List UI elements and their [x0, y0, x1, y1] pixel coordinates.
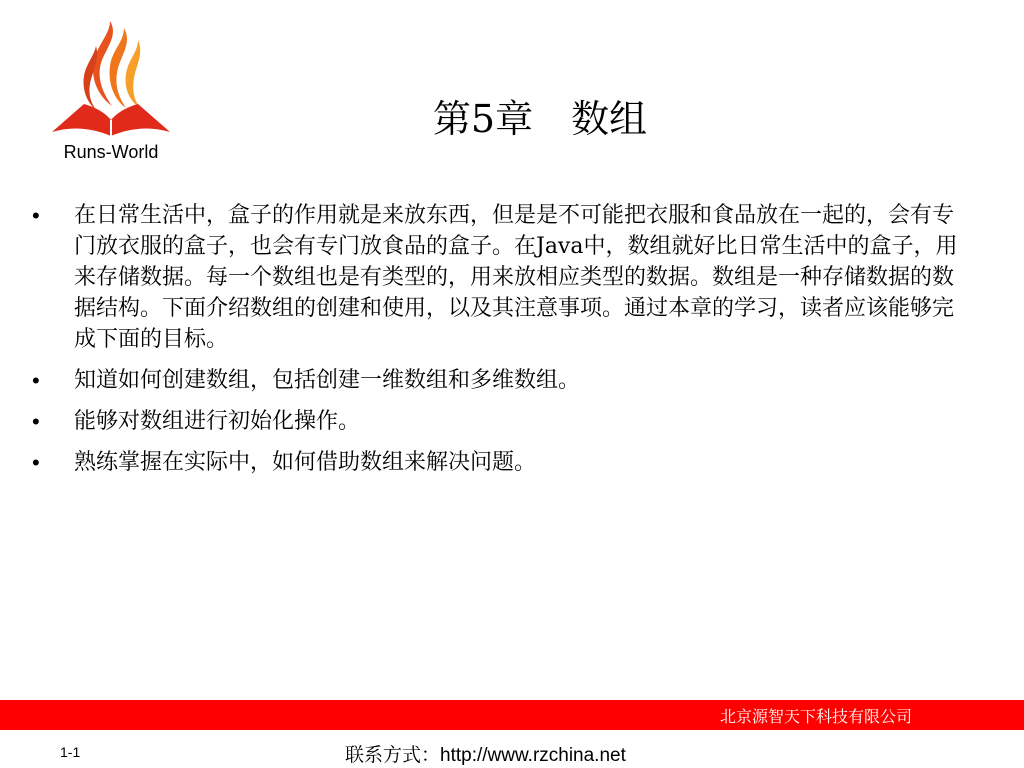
contact-url[interactable]: http://www.rzchina.net: [440, 745, 626, 766]
flame-book-icon: [46, 16, 176, 141]
slide-title: 第5章 数组: [432, 97, 648, 141]
footer-bar: [0, 700, 1024, 730]
bullet-icon: •: [32, 203, 40, 228]
bullet-item: [30, 447, 960, 478]
bullet-item: [30, 365, 960, 396]
page-number: 1-1: [60, 744, 81, 760]
bullet-item: [30, 200, 960, 355]
bullet-text: 在日常生活中，盒子的作用就是来放东西，但是是不可能把衣服和食品放在一起的，会有专门放衣服的盒子，也会有专门放食品的盒子。在Java中，数组就好比日常生活中的盒子，用来存储数据。每一个数组也是有类型的，用来放相应类型的数据。数组是一种存储数据的数据结构。下面介绍数组的创建和使用，以及其注意事项。通过本章的学习，读者应该能够完成下面的目标。: [74, 203, 958, 352]
logo-text: Runs-World: [63, 142, 159, 162]
bullet-icon: •: [32, 450, 40, 475]
runs-world-logo: [46, 16, 176, 166]
slide-content: [30, 200, 960, 488]
contact-info: [345, 740, 626, 767]
bullet-list: [30, 200, 960, 478]
bullet-text: 知道如何创建数组，包括创建一维数组和多维数组。: [74, 368, 581, 393]
bullet-icon: •: [32, 409, 40, 434]
bullet-text: 熟练掌握在实际中，如何借助数组来解决问题。: [74, 450, 537, 475]
bullet-text: 能够对数组进行初始化操作。: [74, 409, 361, 434]
contact-label: 联系方式：: [345, 744, 441, 766]
bullet-icon: •: [32, 368, 40, 393]
company-name: 北京源智天下科技有限公司: [719, 707, 912, 726]
bullet-item: [30, 406, 960, 437]
